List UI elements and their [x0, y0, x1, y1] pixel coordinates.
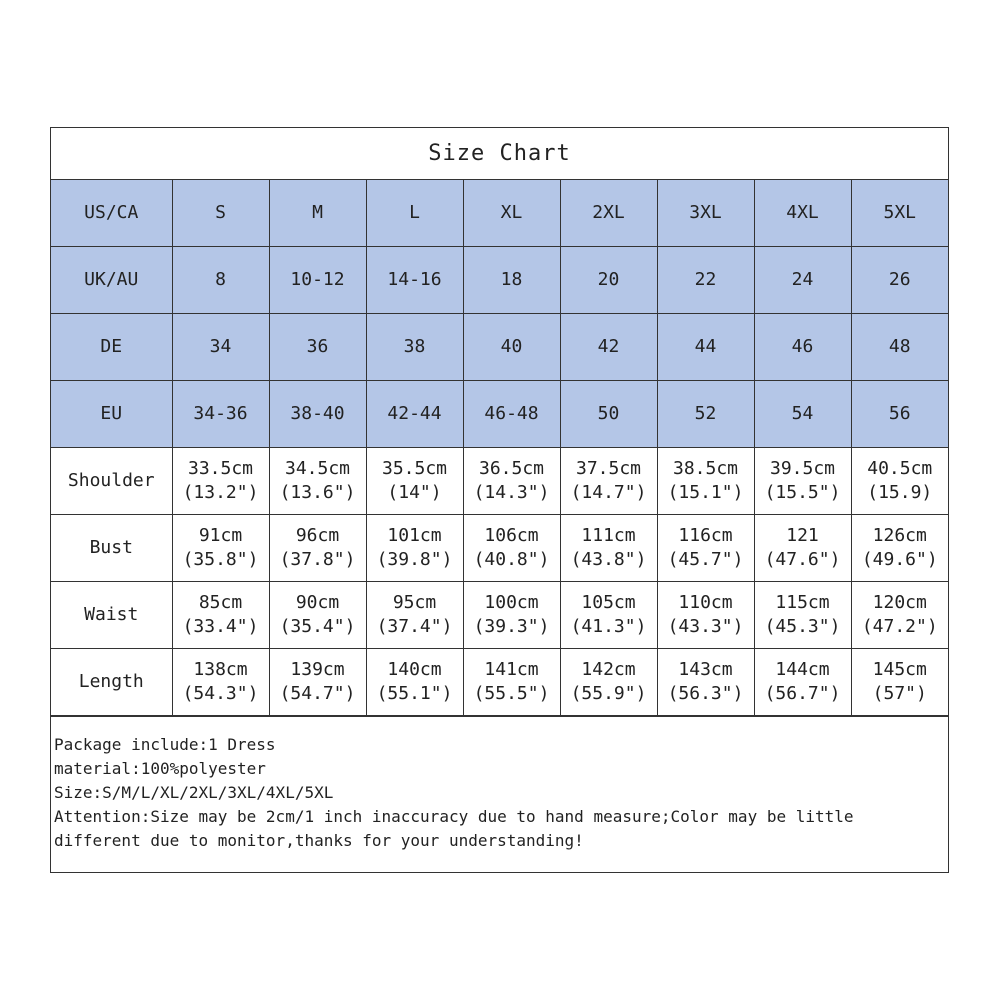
package-notes [51, 716, 948, 853]
inch-value: (45.3") [764, 616, 841, 637]
cm-value: 141cm [484, 659, 539, 680]
cm-value: 138cm [193, 659, 248, 680]
inch-value: (14") [387, 482, 442, 503]
cm-value: 111cm [581, 525, 636, 546]
size-cell: 50 [560, 381, 657, 448]
cm-value: 100cm [484, 592, 539, 613]
size-cell: 36 [269, 314, 366, 381]
size-cell: S [172, 180, 269, 247]
cm-value: 91cm [198, 525, 243, 546]
measure-row [51, 515, 948, 582]
inch-value: (37.8") [279, 549, 356, 570]
inch-value: (56.3") [667, 683, 744, 704]
inch-value: (41.3") [570, 616, 647, 637]
measure-cell [754, 582, 851, 649]
cm-value: 39.5cm [769, 458, 836, 479]
size-cell: 44 [657, 314, 754, 381]
size-cell: 46 [754, 314, 851, 381]
size-cell: 26 [851, 247, 948, 314]
note-line: different due to monitor,thanks for your understanding! [54, 831, 584, 850]
measure-cell [463, 649, 560, 716]
size-cell: 5XL [851, 180, 948, 247]
measure-cell [657, 448, 754, 515]
cm-value: 106cm [484, 525, 539, 546]
size-table [51, 180, 948, 716]
measure-cell [366, 649, 463, 716]
note-line: Package include:1 Dress [54, 735, 276, 754]
note-line: Attention:Size may be 2cm/1 inch inaccuracy due to hand measure;Color may be little [54, 807, 854, 826]
measure-cell [172, 515, 269, 582]
size-cell: 56 [851, 381, 948, 448]
inch-value: (15.1") [667, 482, 744, 503]
size-cell: 40 [463, 314, 560, 381]
inch-value: (55.5") [473, 683, 550, 704]
measure-row [51, 448, 948, 515]
cm-value: 37.5cm [575, 458, 642, 479]
inch-value: (54.3") [182, 683, 259, 704]
inch-value: (39.8") [376, 549, 453, 570]
cm-value: 34.5cm [284, 458, 351, 479]
measure-cell [366, 515, 463, 582]
inch-value: (56.7") [764, 683, 841, 704]
cm-value: 110cm [678, 592, 733, 613]
size-cell: 42-44 [366, 381, 463, 448]
measure-cell [463, 448, 560, 515]
size-row [51, 381, 948, 448]
measure-row [51, 649, 948, 716]
size-cell: 3XL [657, 180, 754, 247]
measure-cell [172, 448, 269, 515]
measure-cell [851, 448, 948, 515]
row-label: DE [51, 314, 172, 381]
size-cell: 48 [851, 314, 948, 381]
measure-cell [463, 582, 560, 649]
inch-value: (33.4") [182, 616, 259, 637]
row-label: Shoulder [51, 448, 172, 515]
cm-value: 142cm [581, 659, 636, 680]
row-label: EU [51, 381, 172, 448]
size-chart-document [50, 127, 949, 873]
size-cell: 14-16 [366, 247, 463, 314]
cm-value: 85cm [198, 592, 243, 613]
size-cell: 38-40 [269, 381, 366, 448]
measure-cell [657, 515, 754, 582]
measure-cell [754, 448, 851, 515]
cm-value: 38.5cm [672, 458, 739, 479]
measure-cell [560, 448, 657, 515]
cm-value: 36.5cm [478, 458, 545, 479]
row-label: Waist [51, 582, 172, 649]
measure-cell [851, 515, 948, 582]
measure-cell [269, 582, 366, 649]
inch-value: (43.3") [667, 616, 744, 637]
cm-value: 35.5cm [381, 458, 448, 479]
inch-value: (35.4") [279, 616, 356, 637]
size-row [51, 314, 948, 381]
size-cell: 46-48 [463, 381, 560, 448]
inch-value: (47.2") [861, 616, 938, 637]
measure-cell [851, 582, 948, 649]
size-cell: L [366, 180, 463, 247]
cm-value: 40.5cm [867, 458, 933, 479]
measure-cell [172, 649, 269, 716]
size-cell: 42 [560, 314, 657, 381]
inch-value: (55.9") [570, 683, 647, 704]
cm-value: 144cm [775, 659, 830, 680]
inch-value: (45.7") [667, 549, 744, 570]
measure-cell [657, 649, 754, 716]
size-row [51, 247, 948, 314]
size-cell: XL [463, 180, 560, 247]
measure-row [51, 582, 948, 649]
cm-value: 145cm [872, 659, 927, 680]
inch-value: (49.6") [861, 549, 938, 570]
inch-value: (13.2") [182, 482, 259, 503]
cm-value: 140cm [387, 659, 442, 680]
size-cell: 10-12 [269, 247, 366, 314]
inch-value: (43.8") [570, 549, 647, 570]
row-label: UK/AU [51, 247, 172, 314]
inch-value: (15.9) [867, 482, 933, 503]
cm-value: 33.5cm [187, 458, 254, 479]
cm-value: 116cm [678, 525, 733, 546]
inch-value: (14.3") [473, 482, 550, 503]
cm-value: 121 [786, 525, 819, 546]
cm-value: 115cm [775, 592, 830, 613]
measure-cell [366, 448, 463, 515]
measure-cell [560, 515, 657, 582]
measure-cell [657, 582, 754, 649]
measure-cell [269, 649, 366, 716]
inch-value: (55.1") [376, 683, 453, 704]
inch-value: (47.6") [764, 549, 841, 570]
size-cell: M [269, 180, 366, 247]
cm-value: 105cm [581, 592, 636, 613]
cm-value: 96cm [295, 525, 340, 546]
measure-cell [269, 448, 366, 515]
size-cell: 38 [366, 314, 463, 381]
inch-value: (37.4") [376, 616, 453, 637]
measure-cell [172, 582, 269, 649]
cm-value: 90cm [295, 592, 340, 613]
size-cell: 8 [172, 247, 269, 314]
row-label: Bust [51, 515, 172, 582]
inch-value: (15.5") [764, 482, 841, 503]
note-line: Size:S/M/L/XL/2XL/3XL/4XL/5XL [54, 783, 334, 802]
chart-title: Size Chart [51, 128, 948, 180]
measure-cell [754, 515, 851, 582]
size-cell: 20 [560, 247, 657, 314]
size-cell: 4XL [754, 180, 851, 247]
inch-value: (40.8") [473, 549, 550, 570]
inch-value: (13.6") [279, 482, 356, 503]
size-cell: 22 [657, 247, 754, 314]
measure-cell [366, 582, 463, 649]
size-row [51, 180, 948, 247]
row-label: Length [51, 649, 172, 716]
inch-value: (54.7") [279, 683, 356, 704]
note-line: material:100%polyester [54, 759, 266, 778]
cm-value: 120cm [872, 592, 927, 613]
size-cell: 24 [754, 247, 851, 314]
size-cell: 34 [172, 314, 269, 381]
size-cell: 52 [657, 381, 754, 448]
size-cell: 2XL [560, 180, 657, 247]
cm-value: 139cm [290, 659, 345, 680]
measure-cell [560, 649, 657, 716]
measure-cell [269, 515, 366, 582]
cm-value: 126cm [872, 525, 927, 546]
inch-value: (39.3") [473, 616, 550, 637]
measure-cell [463, 515, 560, 582]
inch-value: (14.7") [570, 482, 647, 503]
size-cell: 34-36 [172, 381, 269, 448]
size-cell: 18 [463, 247, 560, 314]
row-label: US/CA [51, 180, 172, 247]
measure-cell [851, 649, 948, 716]
inch-value: (35.8") [182, 549, 259, 570]
cm-value: 95cm [392, 592, 437, 613]
inch-value: (57") [872, 683, 927, 704]
cm-value: 143cm [678, 659, 733, 680]
measure-cell [754, 649, 851, 716]
measure-cell [560, 582, 657, 649]
size-cell: 54 [754, 381, 851, 448]
cm-value: 101cm [387, 525, 442, 546]
